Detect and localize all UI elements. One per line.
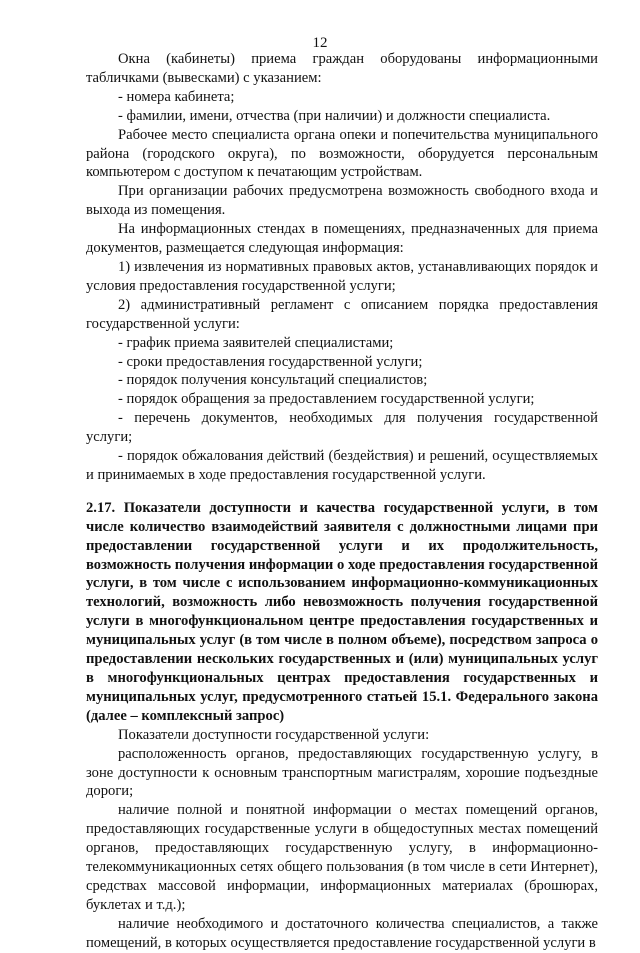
list-item: - фамилии, имени, отчества (при наличии) и должности специалиста. bbox=[118, 107, 551, 124]
list-item: - порядок получения консультаций специалистов; bbox=[118, 372, 428, 389]
page-number: 12 bbox=[312, 35, 328, 51]
paragraph: наличие необходимого и достаточного количества специалистов, а также помещений, в которых осуществляется предоставление государственной услуги в bbox=[86, 915, 598, 951]
paragraph: Показатели доступности государственной услуги: bbox=[118, 726, 430, 743]
list-item: 2) административный регламент с описанием порядка предоставления государственной услуги: bbox=[86, 296, 598, 332]
paragraph: расположенность органов, предоставляющих государственную услугу, в зоне доступности к основным транспортным магистралям, хорошие подъездные дороги; bbox=[86, 745, 598, 800]
paragraph: Окна (кабинеты) приема граждан оборудованы информационными табличками (вывесками) с указанием: bbox=[86, 51, 598, 86]
paragraph: На информационных стендах в помещениях, предназначенных для приема документов, размещается следующая информация: bbox=[86, 221, 598, 257]
section-heading: 2.17. Показатели доступности и качества государственной услуги, в том числе количество взаимодействий заявителя с должностными лицами при предоставлении государственной услуги и их продолжительность, возможность получения информации о ходе предоставления государственной услуги, в том числе с использованием информационно-коммуникационных технологий, возможность либо невозможность получения государственной услуги в многофункциональном центре предоставления государственных и муниципальных услуг (в том числе в полном объеме), посредством запроса о предоставлении нескольких государственных и (или) муниципальных услуг в многофункциональных центрах предоставления государственных и муниципальных услуг, предусмотренного статьей 15.1. Федерального закона (далее – комплексный запрос) bbox=[86, 499, 598, 724]
list-item: - сроки предоставления государственной услуги; bbox=[118, 353, 423, 370]
list-item: - график приема заявителей специалистами; bbox=[118, 334, 394, 351]
list-item: - порядок обращения за предоставлением государственной услуги; bbox=[118, 391, 535, 408]
list-item: - перечень документов, необходимых для получения государственной услуги; bbox=[86, 410, 598, 446]
list-item: - номера кабинета; bbox=[118, 88, 235, 105]
paragraph: При организации рабочих предусмотрена возможность свободного входа и выхода из помещения. bbox=[86, 183, 598, 219]
paragraph: Рабочее место специалиста органа опеки и попечительства муниципального района (городского округа), по возможности, оборудуется персональным компьютером с доступом к печатающим устройствам. bbox=[86, 126, 598, 181]
list-item: - порядок обжалования действий (бездействия) и решений, осуществляемых и принимаемых в ходе предоставления государственной услуги. bbox=[86, 448, 598, 483]
document-body bbox=[86, 50, 598, 953]
paragraph: наличие полной и понятной информации о местах помещений органов, предоставляющих государственные услуги в общедоступных местах помещений органов, предоставляющих государственную услугу, в информационно-телекоммуникационных сетях общего пользования (в том числе в сети Интернет), средствах массовой информации, информационных материалах (брошюрах, буклетах и т.д.); bbox=[86, 802, 598, 913]
list-item: 1) извлечения из нормативных правовых актов, устанавливающих порядок и условия предоставления государственной услуги; bbox=[86, 258, 598, 294]
